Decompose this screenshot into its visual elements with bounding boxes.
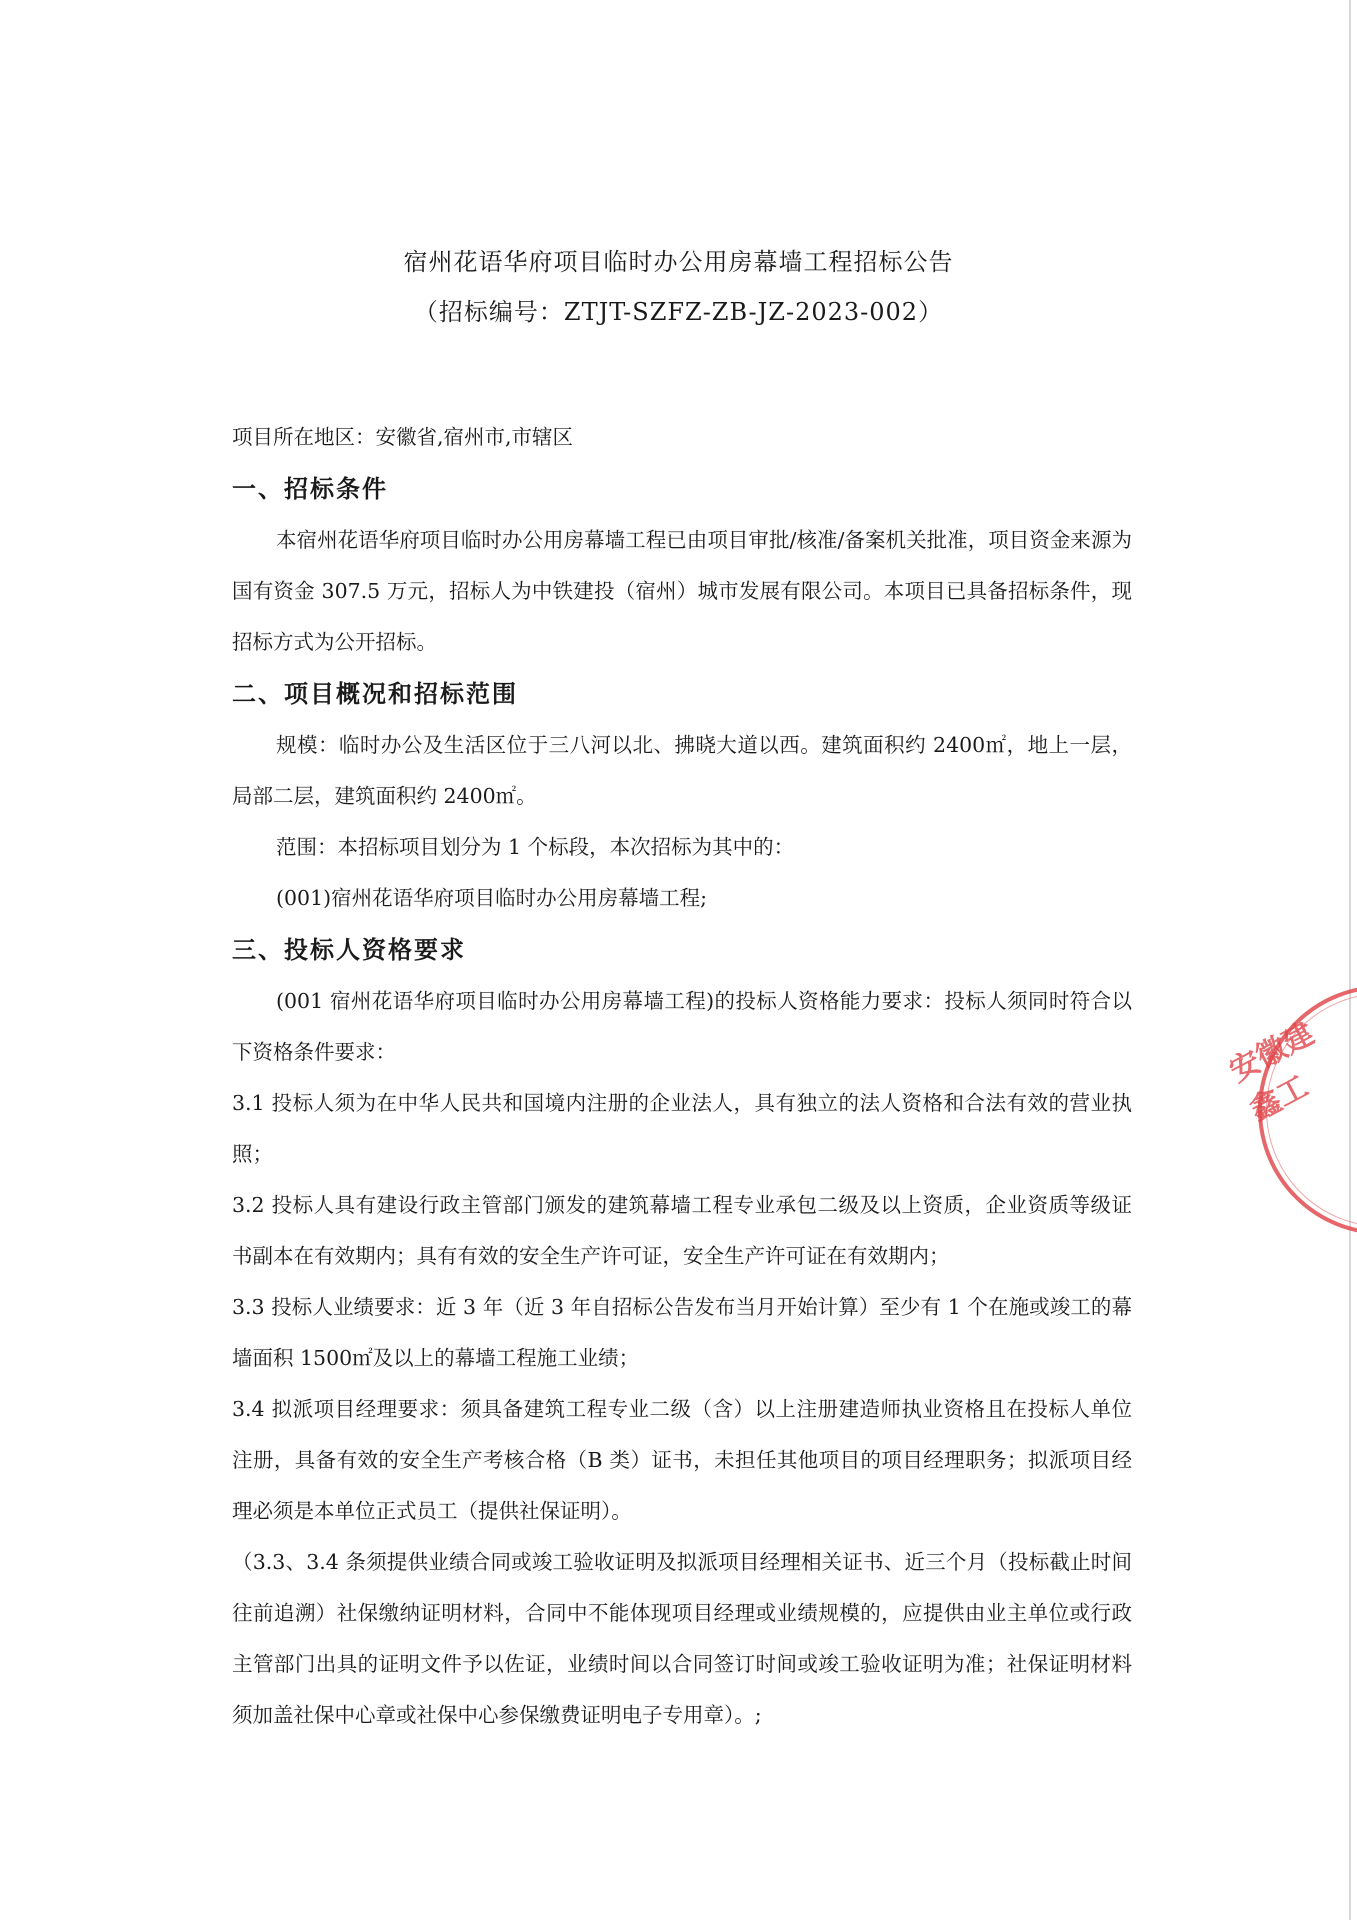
section-heading-qualifications: 三、投标人资格要求 (232, 936, 466, 964)
conditions-paragraph: 本宿州花语华府项目临时办公用房幕墙工程已由项目审批/核准/备案机关批准，项目资金来源为国有资金 307.5 万元，招标人为中铁建投（宿州）城市发展有限公司。本项目已具备招标条件，现招标方式为公开招标。 (232, 528, 1132, 654)
page-edge-line (1349, 0, 1351, 1920)
lot-paragraph: (001)宿州花语华府项目临时办公用房幕墙工程; (276, 886, 708, 910)
qualification-intro: (001 宿州花语华府项目临时办公用房幕墙工程)的投标人资格能力要求：投标人须同时符合以下资格条件要求： (232, 989, 1132, 1064)
qualification-item: 3.1 投标人须为在中华人民共和国境内注册的企业法人，具有独立的法人资格和合法有效的营业执照； (232, 1091, 1132, 1166)
document-body (232, 412, 1132, 1741)
qualification-item: 3.2 投标人具有建设行政主管部门颁发的建筑幕墙工程专业承包二级及以上资质，企业资质等级证书副本在有效期内；具有有效的安全生产许可证，安全生产许可证在有效期内； (232, 1193, 1132, 1268)
document-title: 宿州花语华府项目临时办公用房幕墙工程招标公告 (403, 248, 954, 276)
qualification-item: 3.3 投标人业绩要求：近 3 年（近 3 年自招标公告发布当月开始计算）至少有 1 个在施或竣工的幕墙面积 1500㎡及以上的幕墙工程施工业绩； (232, 1295, 1132, 1370)
seal-text: 安徽建鑫工 (1223, 1016, 1320, 1129)
project-location: 项目所在地区：安徽省,宿州市,市辖区 (232, 425, 574, 449)
section-heading-conditions: 一、招标条件 (232, 475, 388, 503)
qualification-note: （3.3、3.4 条须提供业绩合同或竣工验收证明及拟派项目经理相关证书、近三个月（投标截止时间往前追溯）社保缴纳证明材料，合同中不能体现项目经理或业绩规模的，应提供由业主单位或行政主管部门出具的证明文件予以佐证，业绩时间以合同签订时间或竣工验收证明为准；社保证明材料须加盖社保中心章或社保中心参保缴费证明电子专用章）。; (232, 1550, 1132, 1727)
section-heading-overview: 二、项目概况和招标范围 (232, 680, 518, 708)
scope-paragraph: 范围：本招标项目划分为 1 个标段，本次招标为其中的： (276, 835, 795, 859)
qualification-item: 3.4 拟派项目经理要求：须具备建筑工程专业二级（含）以上注册建造师执业资格且在投标人单位注册，具备有效的安全生产考核合格（B 类）证书，未担任其他项目的项目经理职务；拟派项目经理必须是本单位正式员工（提供社保证明）。 (232, 1397, 1132, 1523)
scale-paragraph: 规模：临时办公及生活区位于三八河以北、拂晓大道以西。建筑面积约 2400㎡，地上一层，局部二层，建筑面积约 2400㎡。 (232, 733, 1132, 808)
tender-code: （招标编号：ZTJT-SZFZ-ZB-JZ-2023-002） (413, 298, 944, 326)
